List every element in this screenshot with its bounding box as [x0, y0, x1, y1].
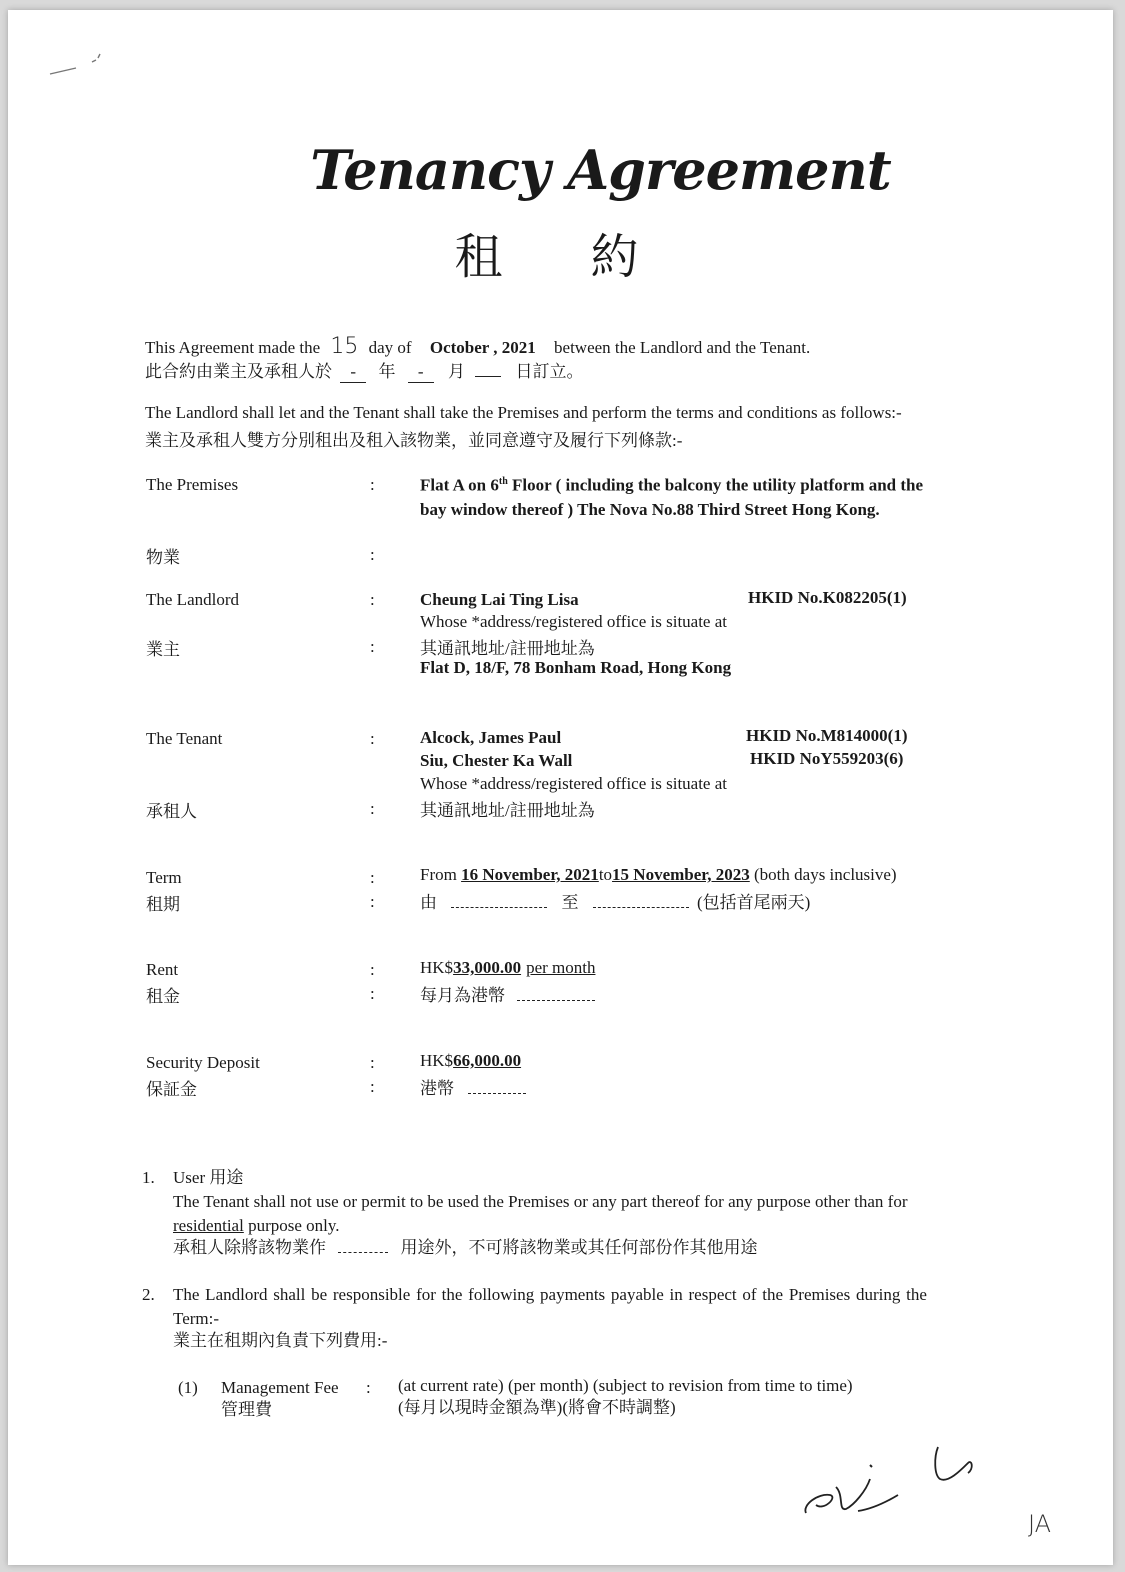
colon: : [370, 1077, 375, 1096]
tenant-label: The Tenant [146, 729, 223, 748]
colon: : [370, 1053, 375, 1072]
rent-value: HK$33,000.00 per month [420, 958, 596, 977]
signature [788, 1435, 988, 1535]
landlord-label: The Landlord [146, 590, 239, 609]
colon: : [370, 545, 375, 564]
rent-value-chinese: 每月為港幣 [420, 981, 595, 1006]
clause-1-number: 1. [142, 1168, 155, 1187]
management-fee-description-chinese: (每月以現時金額為準)(將會不時調整) [398, 1398, 676, 1417]
tenant-name-2: Siu, Chester Ka Wall [420, 751, 573, 770]
colon: : [370, 475, 375, 494]
term-value: From 16 November, 2021to15 November, 2023 (both days inclusive) [420, 865, 897, 884]
landlord-hkid: HKID No.K082205(1) [748, 588, 907, 607]
tenant-hkid-1: HKID No.M814000(1) [746, 726, 908, 745]
management-fee-label: Management Fee [221, 1378, 339, 1397]
agreement-date-line-chinese: 此合約由業主及承租人於 - 年 - 月 日訂立。 [145, 362, 584, 381]
deposit-value-chinese: 港幣 [420, 1074, 526, 1099]
term-end-date: 15 November, 2023 [612, 865, 750, 884]
agreement-date-line: This Agreement made the 15 day of October , 2021 between the Landlord and the Tenant. [145, 334, 811, 359]
clause-1-use-type: residential [173, 1216, 244, 1235]
premises-label: The Premises [146, 475, 239, 494]
let-clause-chinese: 業主及承租人雙方分別租出及租入該物業，並同意遵守及履行下列條款:- [145, 431, 683, 450]
landlord-address: Flat D, 18/F, 78 Bonham Road, Hong Kong [420, 658, 732, 677]
clause-2-text: The Landlord shall be responsible for the following payments payable in respect of the Premises during the [173, 1285, 927, 1304]
document-title-chinese: 租約 [454, 229, 727, 285]
management-fee-description: (at current rate) (per month) (subject to revision from time to time) [398, 1376, 853, 1395]
premises-value: Flat A on 6th Floor ( including the balcony the utility platform and the bay window thereof ) The Nova No.88 Third Street Hong Kong. [420, 475, 924, 519]
colon: : [370, 729, 375, 748]
management-fee-label-chinese: 管理費 [221, 1400, 272, 1419]
premises-label-chinese: 物業 [146, 548, 180, 567]
term-value-chinese: 由 至 (包括首尾兩天) [420, 893, 811, 912]
clause-2-text-cont: Term:- [173, 1309, 220, 1328]
document-page [8, 10, 1113, 1565]
colon: : [370, 799, 375, 818]
colon: : [370, 892, 375, 911]
landlord-address-label-chinese: 其通訊地址/註冊地址為 [420, 639, 595, 658]
document-title: Tenancy Agreement [310, 138, 891, 202]
colon: : [370, 590, 375, 609]
clause-2-chinese: 業主在租期內負責下列費用:- [173, 1331, 388, 1350]
tenant-name-1: Alcock, James Paul [420, 728, 562, 747]
clause-1-use: residential purpose only. [173, 1216, 340, 1235]
landlord-address-label: Whose *address/registered office is situate at [420, 612, 727, 631]
clause-1-heading: User 用途 [173, 1168, 244, 1187]
rent-amount: 33,000.00 [453, 958, 522, 977]
colon: : [366, 1378, 371, 1397]
term-label-chinese: 租期 [146, 895, 180, 914]
tenant-label-chinese: 承租人 [146, 802, 197, 821]
clause-2-number: 2. [142, 1285, 155, 1304]
colon: : [370, 868, 375, 887]
tenant-hkid-2: HKID NoY559203(6) [750, 749, 904, 768]
rent-label-chinese: 租金 [146, 987, 180, 1006]
deposit-label: Security Deposit [146, 1053, 260, 1072]
tenant-address-label-chinese: 其通訊地址/註冊地址為 [420, 801, 595, 820]
rent-label: Rent [146, 960, 179, 979]
landlord-label-chinese: 業主 [146, 640, 180, 659]
colon: : [370, 984, 375, 1003]
deposit-amount: 66,000.00 [453, 1051, 522, 1070]
term-start-date: 16 November, 2021 [461, 865, 599, 884]
landlord-name: Cheung Lai Ting Lisa [420, 590, 579, 609]
tenant-address-label: Whose *address/registered office is situate at [420, 774, 727, 793]
deposit-label-chinese: 保証金 [146, 1080, 197, 1099]
handwritten-day: 15 [330, 334, 359, 359]
let-clause: The Landlord shall let and the Tenant shall take the Premises and perform the terms and conditions as follows:- [145, 403, 902, 422]
term-label: Term [146, 868, 182, 887]
clause-2-item-number: (1) [178, 1378, 198, 1397]
tenant-initials: JA [1028, 1510, 1052, 1538]
deposit-value: HK$66,000.00 [420, 1051, 522, 1070]
stray-pen-mark [46, 50, 106, 80]
colon: : [370, 637, 375, 656]
colon: : [370, 960, 375, 979]
clause-1-chinese: 承租人除將該物業作 用途外，不可將該物業或其任何部份作其他用途 [173, 1238, 758, 1257]
clause-1-text: The Tenant shall not use or permit to be used the Premises or any part thereof for any purpose other than for [173, 1192, 908, 1211]
